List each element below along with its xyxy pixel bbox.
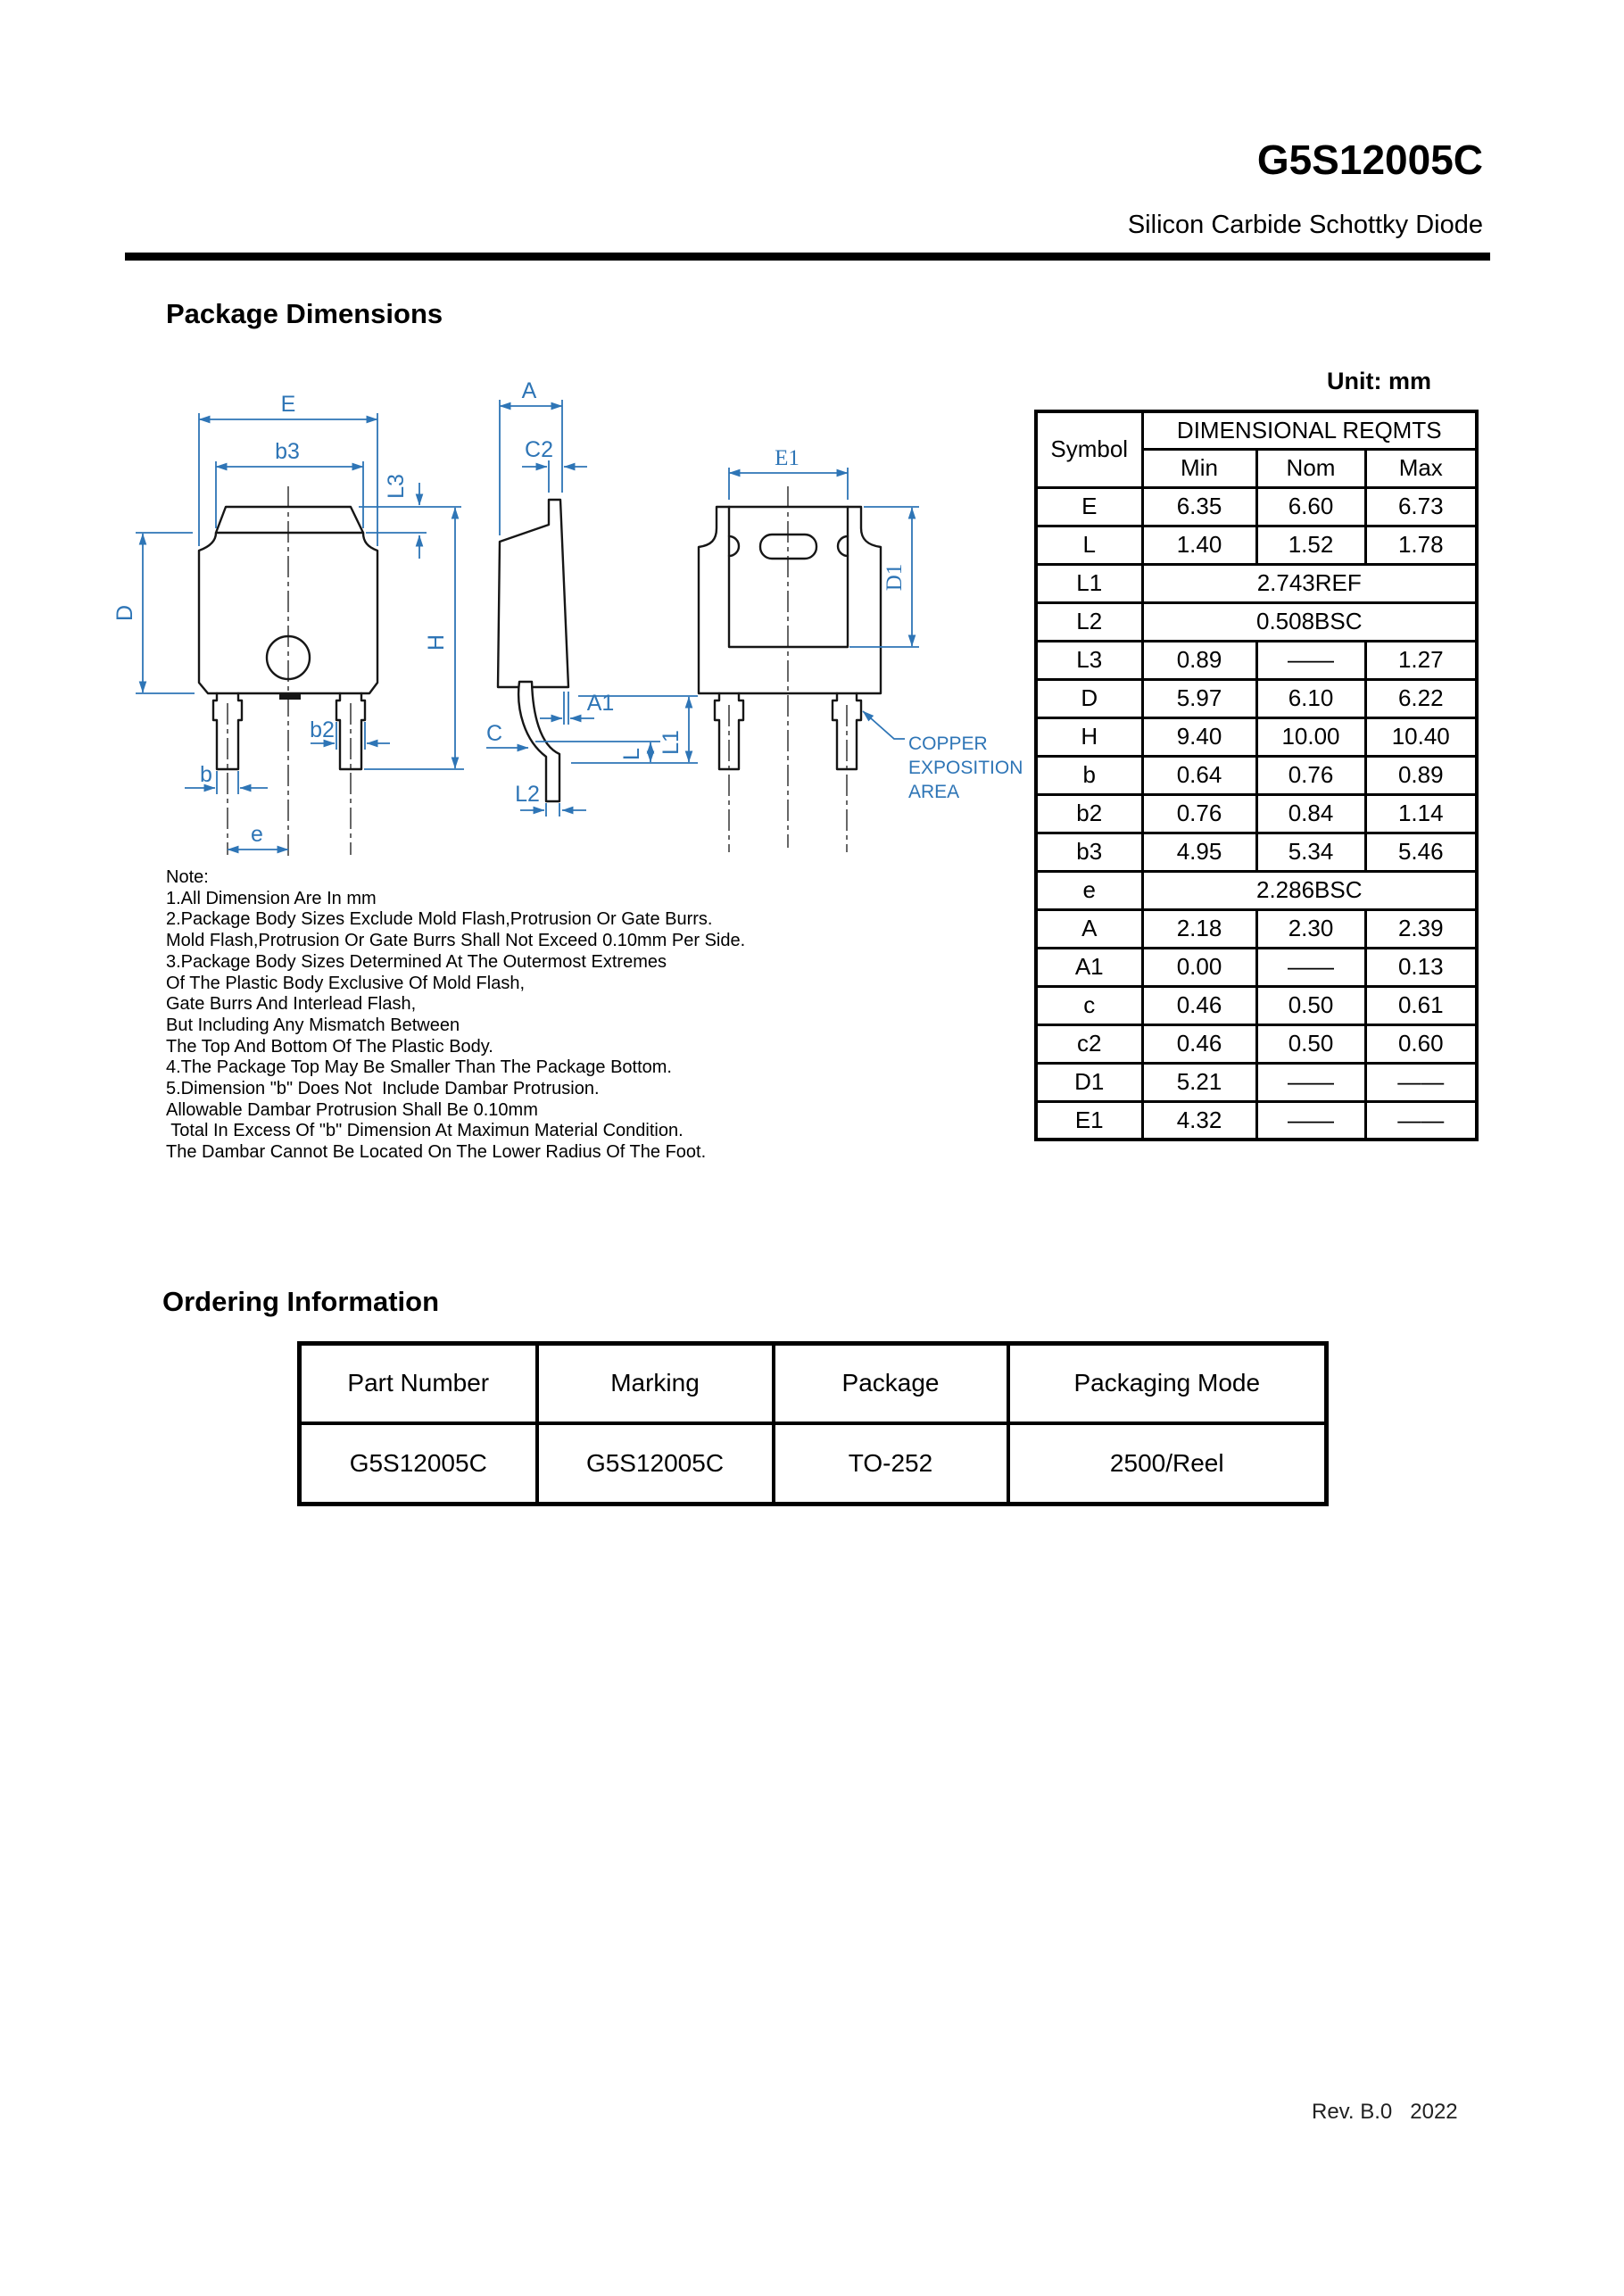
dim-table-row: [1036, 487, 1477, 526]
dim-table-row: [1036, 986, 1477, 1024]
dim-table-cell: E1: [1036, 1101, 1142, 1140]
dim-table-row: [1036, 526, 1477, 564]
dim-table-cell: 4.32: [1142, 1101, 1256, 1140]
note-line: 3.Package Body Sizes Determined At The Outermost Extremes: [166, 951, 667, 972]
dim-table-row: [1036, 948, 1477, 986]
dim-table-row: [1036, 909, 1477, 948]
note-line: Of The Plastic Body Exclusive Of Mold Flash,: [166, 973, 526, 993]
dim-table-cell: 10.00: [1256, 717, 1365, 756]
dim-table-cell: 0.13: [1365, 948, 1477, 986]
package-drawing: [89, 357, 1080, 874]
note-line: Mold Flash,Protrusion Or Gate Burrs Shall Not Exceed 0.10mm Per Side.: [166, 931, 746, 951]
unit-label: Unit: mm: [1327, 368, 1431, 394]
dim-table-cell: 1.40: [1142, 526, 1256, 564]
dim-table-row: [1036, 641, 1477, 679]
dim-table-cell: ——: [1365, 1101, 1477, 1140]
ordering-table-row: [300, 1423, 1327, 1504]
ordering-information-heading: Ordering Information: [162, 1286, 439, 1317]
dim-table-group-header: DIMENSIONAL REQMTS: [1142, 411, 1477, 449]
dimensional-table: [1034, 410, 1479, 1141]
copper-exposition-label-3: AREA: [908, 782, 960, 802]
dim-table-cell: 0.64: [1142, 756, 1256, 794]
note-line: Allowable Dambar Protrusion Shall Be 0.10mm: [166, 1099, 538, 1120]
dim-table-row: [1036, 871, 1477, 909]
dim-table-cell: ——: [1256, 641, 1365, 679]
dim-label-E1: E1: [775, 446, 800, 470]
dim-table-cell: 1.14: [1365, 794, 1477, 833]
dim-table-cell: 5.21: [1142, 1063, 1256, 1101]
dim-table-cell: c2: [1036, 1024, 1142, 1063]
dim-table-cell: 2.286BSC: [1142, 871, 1477, 909]
dim-table-row: [1036, 1101, 1477, 1140]
front-middle-stub: [279, 693, 301, 700]
page-title: G5S12005C: [1256, 137, 1483, 183]
dim-label-b: b: [200, 762, 212, 787]
dim-table-cell: 2.743REF: [1142, 564, 1477, 602]
dim-table-cell: 10.40: [1365, 717, 1477, 756]
dim-table-cell: 2.30: [1256, 909, 1365, 948]
copper-exposition-label-2: EXPOSITION: [908, 758, 1023, 778]
dim-table-cell: A: [1036, 909, 1142, 948]
dim-label-L1: L1: [659, 730, 684, 755]
dim-table-cell: 1.27: [1365, 641, 1477, 679]
dim-label-A: A: [521, 378, 537, 403]
dim-table-cell: 0.89: [1142, 641, 1256, 679]
dim-label-A1: A1: [586, 691, 615, 716]
dim-label-L2: L2: [515, 782, 540, 807]
dim-table-header-row: [1036, 411, 1477, 449]
dim-label-C: C: [485, 721, 503, 746]
dim-table-col-header-max: Max: [1365, 449, 1477, 487]
dim-table-cell: L1: [1036, 564, 1142, 602]
ordering-table-cell: 2500/Reel: [1008, 1423, 1327, 1504]
dim-table-cell: 0.50: [1256, 1024, 1365, 1063]
dim-table-cell: 1.78: [1365, 526, 1477, 564]
dim-table-cell: 1.52: [1256, 526, 1365, 564]
note-line: 4.The Package Top May Be Smaller Than The Package Bottom.: [166, 1057, 672, 1078]
dim-table-col-header-min: Min: [1142, 449, 1256, 487]
dim-table-cell: b2: [1036, 794, 1142, 833]
dim-label-L: L: [619, 748, 644, 760]
ordering-table-cell: TO-252: [774, 1423, 1008, 1504]
dim-table-cell: 0.84: [1256, 794, 1365, 833]
dim-table-row: [1036, 602, 1477, 641]
copper-exposition-label-1: COPPER: [908, 734, 988, 754]
dim-table-cell: b: [1036, 756, 1142, 794]
dim-table-cell: c: [1036, 986, 1142, 1024]
dim-table-row: [1036, 794, 1477, 833]
dim-label-D: D: [112, 604, 137, 622]
dim-table-cell: 0.508BSC: [1142, 602, 1477, 641]
dim-table-cell: 6.35: [1142, 487, 1256, 526]
header-rule: [125, 253, 1490, 261]
dim-table-cell: 0.46: [1142, 1024, 1256, 1063]
note-line: Note:: [166, 867, 209, 887]
dim-table-cell: 0.00: [1142, 948, 1256, 986]
dim-table-cell: e: [1036, 871, 1142, 909]
dim-label-b2: b2: [310, 717, 335, 742]
side-body-outline: [498, 500, 568, 687]
dim-label-H: H: [424, 634, 449, 651]
note-line: 1.All Dimension Are In mm: [166, 888, 377, 908]
dim-label-C2: C2: [525, 437, 553, 462]
dim-table-cell: ——: [1256, 948, 1365, 986]
dim-table-col-header-nom: Nom: [1256, 449, 1365, 487]
dim-table-cell: b3: [1036, 833, 1142, 871]
dim-label-D1: D1: [882, 563, 907, 592]
dim-table-cell: 9.40: [1142, 717, 1256, 756]
dim-table-cell: 0.61: [1365, 986, 1477, 1024]
side-view: [486, 378, 698, 816]
dim-label-e: e: [251, 822, 263, 847]
dim-table-cell: 2.39: [1365, 909, 1477, 948]
dim-table-row: [1036, 564, 1477, 602]
ordering-header-packaging-mode: Packaging Mode: [1008, 1344, 1327, 1423]
dim-table-cell: 0.60: [1365, 1024, 1477, 1063]
dim-table-body: [1036, 487, 1477, 1140]
dim-table-row: [1036, 833, 1477, 871]
dim-table-cell: 6.22: [1365, 679, 1477, 717]
dim-table-cell: L: [1036, 526, 1142, 564]
dim-table-cell: 5.97: [1142, 679, 1256, 717]
front-view: [112, 392, 464, 859]
page-footer: Rev. B.0 2022: [1312, 2100, 1458, 2124]
dim-table-cell: 5.34: [1256, 833, 1365, 871]
dim-table-row: [1036, 679, 1477, 717]
package-notes: [166, 867, 745, 1164]
ordering-header-marking: Marking: [537, 1344, 774, 1423]
front-centerlines: [228, 486, 351, 859]
dim-table-cell: L2: [1036, 602, 1142, 641]
back-centerlines: [729, 486, 847, 852]
dim-table-cell: ——: [1365, 1063, 1477, 1101]
ordering-table-cell: G5S12005C: [537, 1423, 774, 1504]
note-line: Gate Burrs And Interlead Flash,: [166, 994, 417, 1015]
dim-label-b3: b3: [275, 439, 300, 464]
ordering-header-part-number: Part Number: [300, 1344, 537, 1423]
package-dimensions-heading: Package Dimensions: [166, 298, 443, 329]
dim-table-cell: 4.95: [1142, 833, 1256, 871]
dim-table-cell: 0.76: [1256, 756, 1365, 794]
dim-table-cell: A1: [1036, 948, 1142, 986]
dim-table-cell: D: [1036, 679, 1142, 717]
dim-table-cell: 5.46: [1365, 833, 1477, 871]
dim-table-cell: E: [1036, 487, 1142, 526]
dim-table-cell: 0.50: [1256, 986, 1365, 1024]
front-cap-outline: [216, 507, 363, 533]
note-line: But Including Any Mismatch Between: [166, 1015, 460, 1035]
ordering-table-cell: G5S12005C: [300, 1423, 537, 1504]
dim-label-L3: L3: [384, 474, 409, 499]
dim-table-row: [1036, 717, 1477, 756]
dim-table-cell: ——: [1256, 1063, 1365, 1101]
note-line: 2.Package Body Sizes Exclude Mold Flash,Protrusion Or Gate Burrs.: [166, 909, 713, 930]
dim-table-cell: ——: [1256, 1101, 1365, 1140]
dim-table-cell: 6.60: [1256, 487, 1365, 526]
dim-table-cell: 2.18: [1142, 909, 1256, 948]
dim-table-symbol-header: Symbol: [1036, 411, 1142, 487]
dim-table-cell: 6.73: [1365, 487, 1477, 526]
page-subtitle: Silicon Carbide Schottky Diode: [1127, 211, 1483, 239]
dim-table-cell: D1: [1036, 1063, 1142, 1101]
ordering-table-header-row: [300, 1344, 1327, 1423]
dim-table-row: [1036, 756, 1477, 794]
dim-table-cell: H: [1036, 717, 1142, 756]
note-line: The Dambar Cannot Be Located On The Lower Radius Of The Foot.: [166, 1142, 707, 1163]
dim-table-cell: 0.76: [1142, 794, 1256, 833]
back-view: [699, 446, 1023, 852]
dim-table-row: [1036, 1063, 1477, 1101]
dim-table-cell: 0.46: [1142, 986, 1256, 1024]
dim-label-E: E: [280, 392, 296, 417]
dim-table-cell: 0.89: [1365, 756, 1477, 794]
note-line: 5.Dimension "b" Does Not Include Dambar Protrusion.: [166, 1079, 600, 1099]
ordering-header-package: Package: [774, 1344, 1008, 1423]
dim-table-row: [1036, 1024, 1477, 1063]
dim-table-cell: L3: [1036, 641, 1142, 679]
dim-table-cell: 6.10: [1256, 679, 1365, 717]
note-line: The Top And Bottom Of The Plastic Body.: [166, 1036, 493, 1057]
note-line: Total In Excess Of "b" Dimension At Maximun Material Condition.: [166, 1121, 684, 1141]
ordering-table-body: [300, 1423, 1327, 1504]
ordering-table: [297, 1341, 1329, 1506]
